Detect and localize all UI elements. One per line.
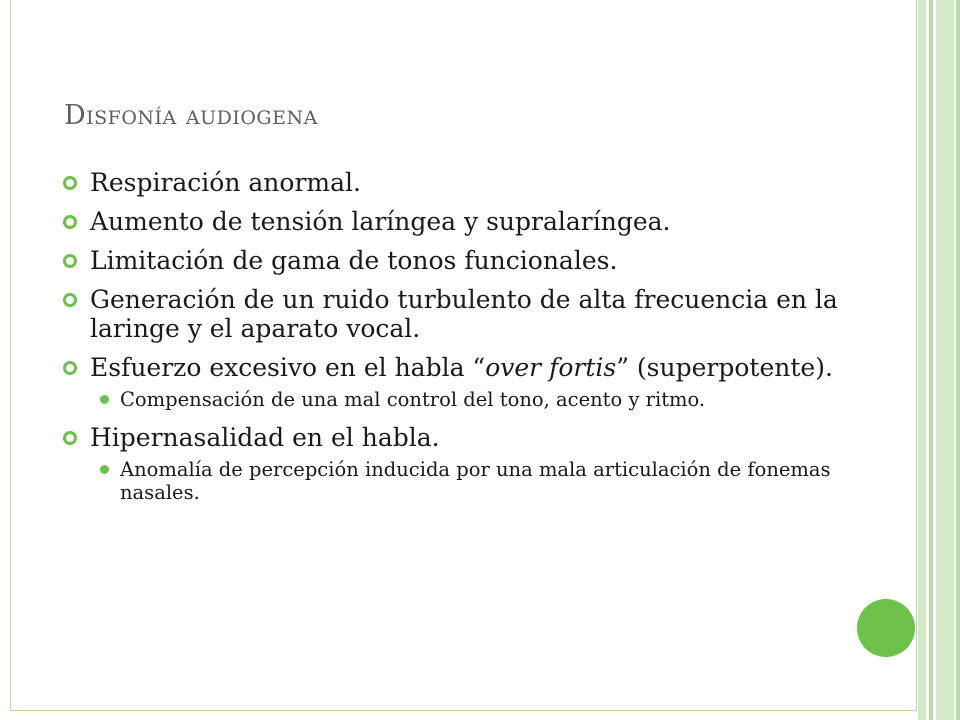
bullet-text-italic: over fortis xyxy=(485,353,617,382)
bullet-item xyxy=(60,207,860,236)
bullet-text: Hipernasalidad en el habla. xyxy=(90,423,440,452)
sub-bullet-item xyxy=(60,458,860,504)
bullet-text: Limitación de gama de tonos funcionales. xyxy=(90,246,618,275)
ring-bullet-icon xyxy=(62,292,78,308)
dot-bullet-icon xyxy=(100,465,109,474)
bullet-item xyxy=(60,423,860,452)
bullet-item xyxy=(60,168,860,197)
decorative-green-circle xyxy=(857,599,915,657)
bullet-text: Generación de un ruido turbulento de alta frecuencia en la laringe y el aparato vocal. xyxy=(90,285,838,343)
sub-bullet-text: Anomalía de percepción inducida por una mala articulación de fonemas nasales. xyxy=(120,458,831,504)
slide-title: Disfonía audiogena xyxy=(64,100,318,131)
bullet-text-part: ” (superpotente). xyxy=(616,353,833,382)
ring-bullet-icon xyxy=(62,360,78,376)
sub-bullet-text: Compensación de una mal control del tono, acento y ritmo. xyxy=(120,388,706,411)
dot-bullet-icon xyxy=(100,395,109,404)
decorative-stripe xyxy=(918,0,926,720)
bullet-text-part: Esfuerzo excesivo en el habla “ xyxy=(90,353,486,382)
decorative-stripe xyxy=(929,0,933,720)
ring-bullet-icon xyxy=(62,253,78,269)
ring-bullet-icon xyxy=(62,430,78,446)
bullet-text: Aumento de tensión laríngea y supralaríngea. xyxy=(90,207,671,236)
decorative-stripe xyxy=(956,0,960,720)
bullet-text: Respiración anormal. xyxy=(90,168,361,197)
decorative-stripe xyxy=(936,0,954,720)
sub-bullet-item xyxy=(60,388,860,411)
bullet-item xyxy=(60,285,860,343)
ring-bullet-icon xyxy=(62,175,78,191)
bullet-item xyxy=(60,353,860,382)
bullet-item xyxy=(60,246,860,275)
bullet-list xyxy=(60,168,860,516)
bullet-text xyxy=(90,353,833,382)
ring-bullet-icon xyxy=(62,214,78,230)
